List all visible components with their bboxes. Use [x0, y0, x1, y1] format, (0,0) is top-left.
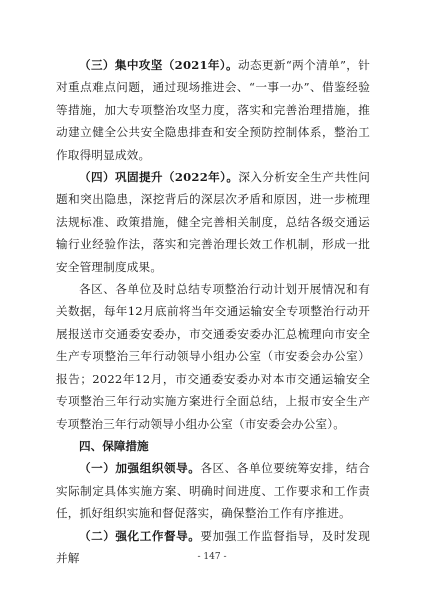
page-number: - 147 - [197, 552, 227, 562]
paragraph-summary [56, 278, 370, 435]
paragraph-supervision [56, 525, 370, 570]
paragraph-text: 动态更新“两个清单”，针对重点难点问题，通过现场推进会、“一事一办”、借鉴经验等措施，加大专项整治攻坚力度，落实和完善治理措施，推动建立健全公共安全隐患排查和安全预防控制体系，整治工作取得明显成效。 [56, 58, 370, 162]
paragraph-text: 深入分析安全生产共性问题和突出隐患，深挖背后的深层次矛盾和原因，进一步梳理法规标准、政策措施，健全完善相关制度，总结各级交通运输行业经验作法，落实和完善治理长效工作机制，形成一批安全管理制度成果。 [56, 170, 370, 274]
paragraph-heading: （三）集中攻坚（2021年）。 [79, 58, 238, 72]
paragraph-heading: （二）强化工作督导。 [79, 528, 201, 543]
paragraph-organization [56, 457, 370, 524]
paragraph-heading: （四）巩固提升（2022年）。 [79, 170, 239, 185]
paragraph-text: 要加强工作监督指导，及时发现并解 [56, 528, 370, 565]
paragraph-stage-three [56, 54, 370, 166]
paragraph-text: 各区、各单位要统筹安排，结合实际制定具体实施方案、明确时间进度、工作要求和工作责任，抓好组织实施和督促落实，确保整治工作有序推进。 [56, 461, 370, 521]
paragraph-heading: （一）加强组织领导。 [79, 461, 201, 476]
paragraph-stage-four [56, 166, 370, 278]
document-body [56, 54, 370, 569]
section-heading: 四、保障措施 [79, 438, 149, 453]
paragraph-text: 各区、各单位及时总结专项整治行动计划开展情况和有关数据，每年12月底前将当年交通运输安全专项整治行动开展报送市交通委安委办，市交通委安委办汇总梳理向市安全生产专项整治三年行动领导小组办公室（市安委会办公室）报告；2022年12月，市交通委安委办对本市交通运输安全专项整治三年行动实施方案进行全面总结，上报市安全生产专项整治三年行动领导小组办公室（市安委会办公室）。 [56, 282, 370, 431]
